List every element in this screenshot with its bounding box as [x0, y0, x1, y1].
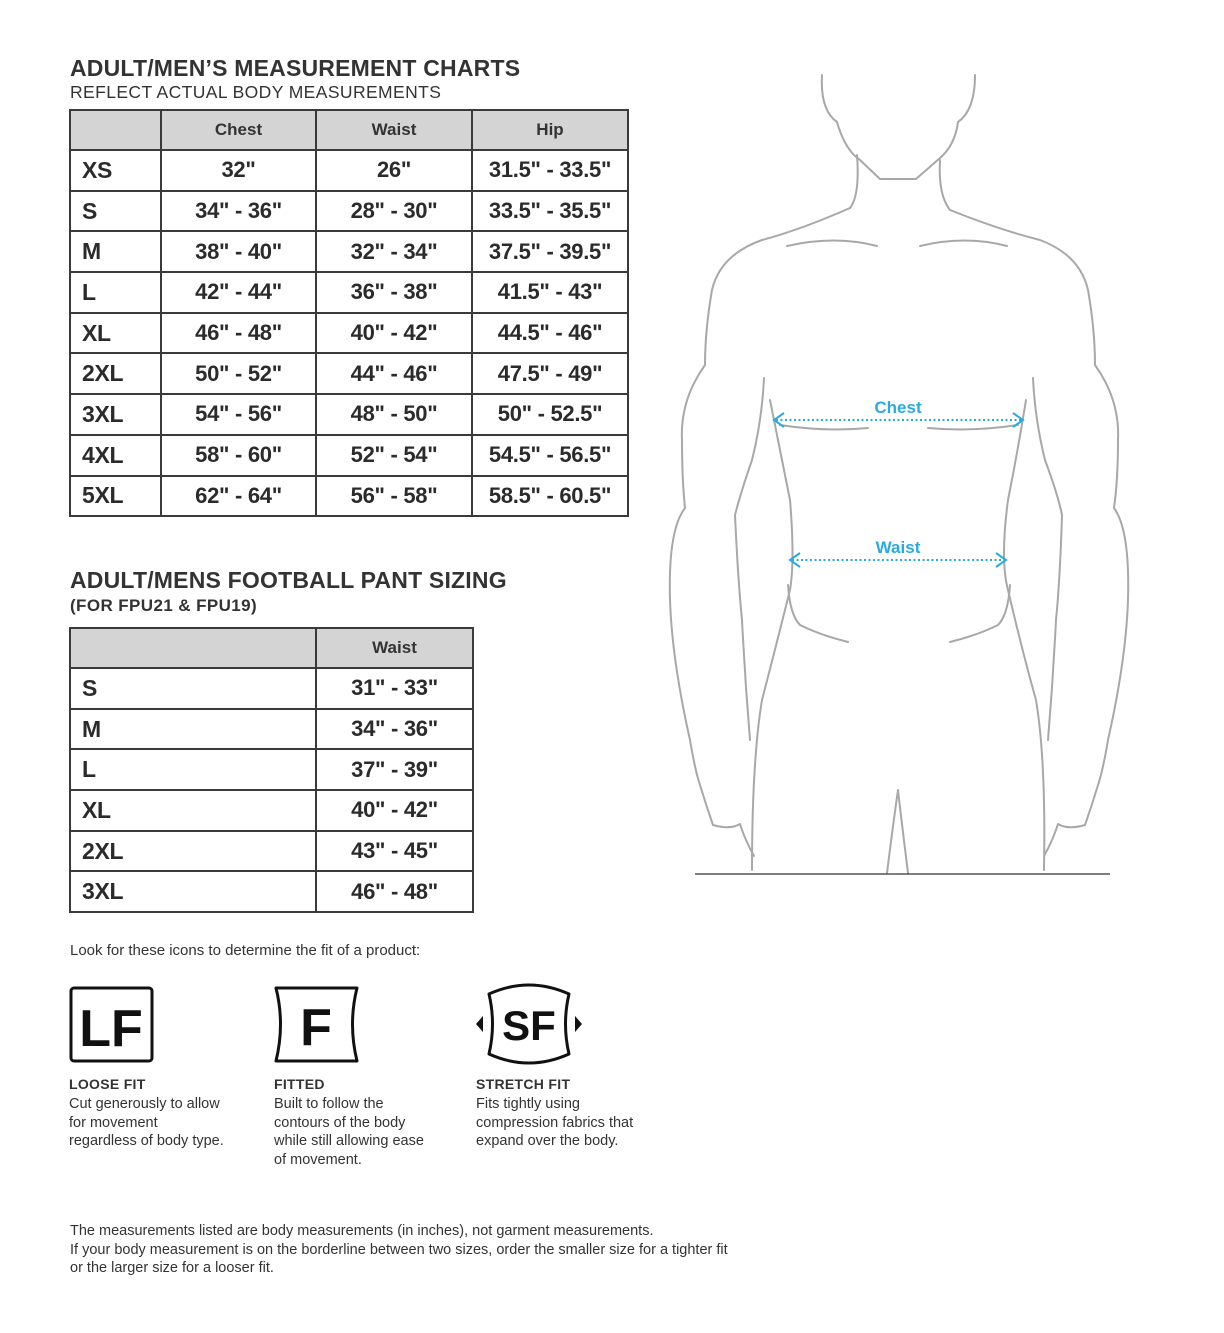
- body-outline-figure: [660, 60, 1140, 890]
- size-cell: L: [70, 749, 316, 790]
- size-cell: XL: [70, 790, 316, 831]
- table-row: [70, 476, 628, 517]
- size-cell: XL: [70, 313, 161, 354]
- size-cell: L: [70, 272, 161, 313]
- size-cell: 2XL: [70, 353, 161, 394]
- table-row: [70, 353, 628, 394]
- loose-fit-icon: [69, 980, 169, 1068]
- fit-intro-text: Look for these icons to determine the fit of a product:: [70, 942, 421, 959]
- table-row: [70, 150, 628, 191]
- value-cell: 31" - 33": [316, 668, 473, 709]
- loose-fit-block: [69, 980, 259, 1149]
- footer-note: [70, 1222, 730, 1278]
- value-cell: 26": [316, 150, 472, 191]
- hip-column-header: Hip: [472, 110, 628, 150]
- value-cell: 47.5" - 49": [472, 353, 628, 394]
- table-row: [70, 191, 628, 232]
- size-column-header: [70, 110, 161, 150]
- value-cell: 62" - 64": [161, 476, 316, 517]
- waist-column-header: Waist: [316, 110, 472, 150]
- loose-fit-name: LOOSE FIT: [69, 1076, 146, 1092]
- fitted-block: [274, 980, 464, 1168]
- chest-column-header: Chest: [161, 110, 316, 150]
- table-row: [70, 231, 628, 272]
- stretch-fit-name: STRETCH FIT: [476, 1076, 571, 1092]
- measurement-chart-subtitle: REFLECT ACTUAL BODY MEASUREMENTS: [70, 82, 442, 102]
- value-cell: 46" - 48": [161, 313, 316, 354]
- value-cell: 54.5" - 56.5": [472, 435, 628, 476]
- size-cell: XS: [70, 150, 161, 191]
- size-column-header: [70, 628, 316, 668]
- value-cell: 28" - 30": [316, 191, 472, 232]
- value-cell: 54" - 56": [161, 394, 316, 435]
- value-cell: 40" - 42": [316, 790, 473, 831]
- body-outline: [670, 75, 1128, 873]
- measurement-chart-title: ADULT/MEN’S MEASUREMENT CHARTS: [70, 55, 521, 81]
- table-row: [70, 871, 473, 912]
- value-cell: 37.5" - 39.5": [472, 231, 628, 272]
- value-cell: 52" - 54": [316, 435, 472, 476]
- table-header-row: [70, 628, 473, 668]
- size-cell: M: [70, 709, 316, 750]
- table-row: [70, 668, 473, 709]
- value-cell: 56" - 58": [316, 476, 472, 517]
- stretch-fit-badge: SF: [502, 1002, 556, 1049]
- measurement-table: [69, 109, 629, 517]
- size-cell: S: [70, 191, 161, 232]
- loose-fit-badge: LF: [79, 1000, 143, 1058]
- value-cell: 31.5" - 33.5": [472, 150, 628, 191]
- table-row: [70, 790, 473, 831]
- stretch-fit-icon: [476, 980, 582, 1068]
- size-cell: 3XL: [70, 871, 316, 912]
- value-cell: 40" - 42": [316, 313, 472, 354]
- value-cell: 43" - 45": [316, 831, 473, 872]
- table-row: [70, 272, 628, 313]
- value-cell: 50" - 52": [161, 353, 316, 394]
- value-cell: 34" - 36": [316, 709, 473, 750]
- value-cell: 41.5" - 43": [472, 272, 628, 313]
- size-cell: M: [70, 231, 161, 272]
- value-cell: 38" - 40": [161, 231, 316, 272]
- value-cell: 32": [161, 150, 316, 191]
- footer-line-2: If your body measurement is on the borderline between two sizes, order the smaller size for a tighter fit or the larger size for a looser fit.: [70, 1241, 728, 1276]
- table-header-row: [70, 110, 628, 150]
- size-cell: 3XL: [70, 394, 161, 435]
- value-cell: 42" - 44": [161, 272, 316, 313]
- size-cell: 5XL: [70, 476, 161, 517]
- value-cell: 58" - 60": [161, 435, 316, 476]
- table-row: [70, 435, 628, 476]
- pant-sizing-subtitle: (FOR FPU21 & FPU19): [70, 596, 258, 615]
- value-cell: 37" - 39": [316, 749, 473, 790]
- pant-sizing-title: ADULT/MENS FOOTBALL PANT SIZING: [70, 567, 507, 593]
- value-cell: 44.5" - 46": [472, 313, 628, 354]
- pant-sizing-table: [69, 627, 474, 913]
- size-cell: 4XL: [70, 435, 161, 476]
- value-cell: 34" - 36": [161, 191, 316, 232]
- stretch-fit-description: Fits tightly using compression fabrics that expand over the body.: [476, 1096, 634, 1149]
- footer-line-1: The measurements listed are body measurements (in inches), not garment measurements.: [70, 1223, 654, 1239]
- fitted-description: Built to follow the contours of the body while still allowing ease of movement.: [274, 1096, 424, 1168]
- fitted-name: FITTED: [274, 1076, 325, 1092]
- value-cell: 33.5" - 35.5": [472, 191, 628, 232]
- value-cell: 48" - 50": [316, 394, 472, 435]
- loose-fit-description: Cut generously to allow for movement regardless of body type.: [69, 1096, 224, 1149]
- size-cell: S: [70, 668, 316, 709]
- value-cell: 50" - 52.5": [472, 394, 628, 435]
- waist-column-header: Waist: [316, 628, 473, 668]
- fitted-badge: F: [300, 999, 332, 1057]
- size-cell: 2XL: [70, 831, 316, 872]
- value-cell: 32" - 34": [316, 231, 472, 272]
- fitted-icon: [274, 980, 374, 1068]
- waist-label: Waist: [875, 538, 921, 557]
- table-row: [70, 709, 473, 750]
- value-cell: 44" - 46": [316, 353, 472, 394]
- value-cell: 46" - 48": [316, 871, 473, 912]
- stretch-fit-block: [476, 980, 666, 1149]
- table-row: [70, 394, 628, 435]
- table-row: [70, 749, 473, 790]
- value-cell: 58.5" - 60.5": [472, 476, 628, 517]
- chest-label: Chest: [874, 398, 922, 417]
- value-cell: 36" - 38": [316, 272, 472, 313]
- table-row: [70, 831, 473, 872]
- table-row: [70, 313, 628, 354]
